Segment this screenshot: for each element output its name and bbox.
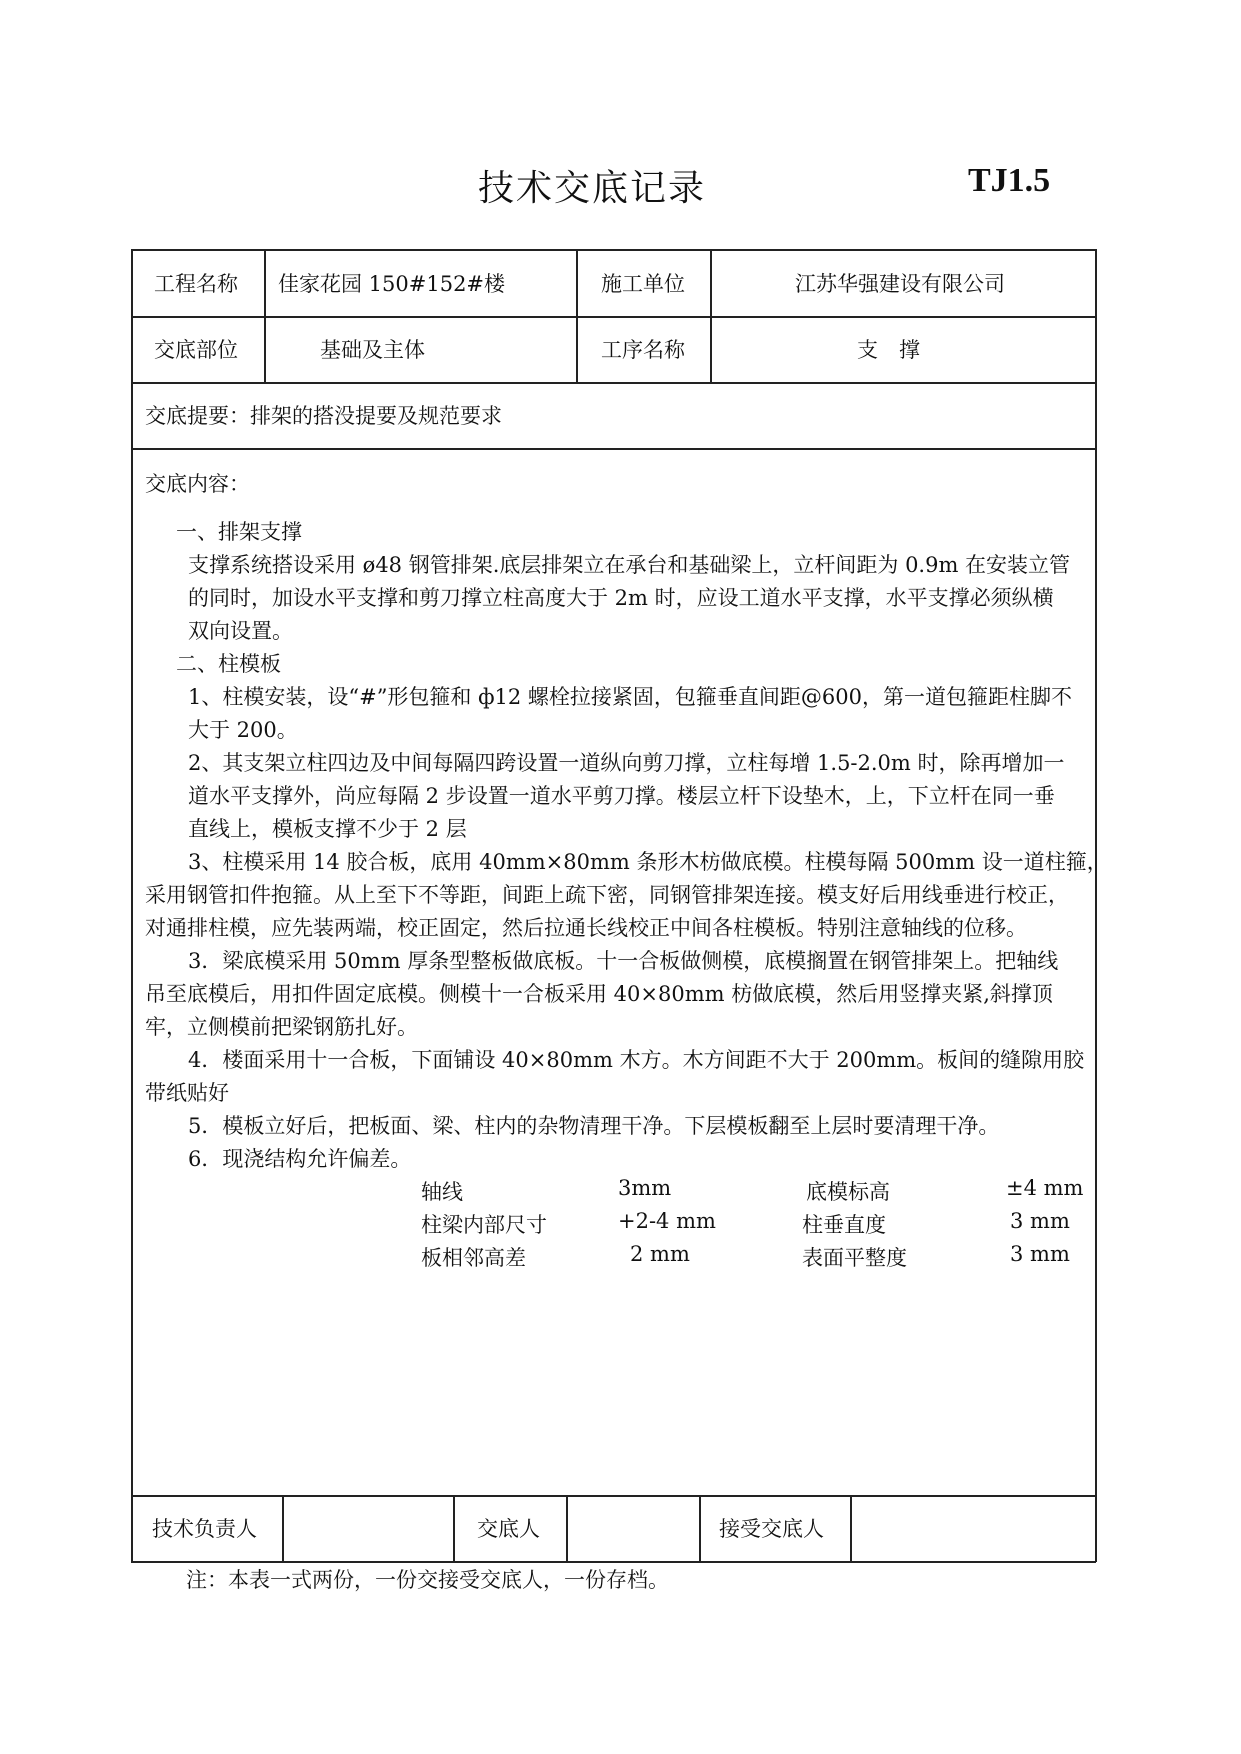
tolerance-value: 3 mm (1010, 1209, 1070, 1233)
content-line: 2、其支架立柱四边及中间每隔四跨设置一道纵向剪刀撑，立柱每增 1.5-2.0m 时，除再增加一 (188, 751, 1065, 775)
content-line: 4．楼面采用十一合板，下面铺设 40×80mm 木方。木方间距不大于 200mm。板间的缝隙用胶 (188, 1048, 1085, 1072)
row-divider (131, 382, 1096, 384)
content-heading: 交底内容： (145, 472, 250, 496)
tolerance-value: ±4 mm (1006, 1176, 1084, 1200)
content-line: 带纸贴好 (145, 1081, 229, 1105)
project-name-label: 工程名称 (154, 272, 238, 296)
column-divider (576, 249, 578, 383)
table-border-bottom (131, 1561, 1096, 1563)
content-line: 对通排柱模，应先装两端，校正固定，然后拉通长线校正中间各柱模板。特别注意轴线的位移。 (145, 916, 1027, 940)
receiver-label: 接受交底人 (719, 1517, 824, 1541)
content-line: 3、柱模采用 14 胶合板，底用 40mm×80mm 条形木枋做底模。柱模每隔 500mm 设一道柱箍， (188, 850, 1108, 874)
column-divider (710, 249, 712, 383)
project-name-value: 佳家花园 150#152#楼 (278, 272, 506, 296)
process-name-label: 工序名称 (601, 338, 685, 362)
contractor-value: 江苏华强建设有限公司 (795, 272, 1005, 296)
tolerance-item: 轴线 (421, 1180, 463, 1204)
contractor-label: 施工单位 (601, 272, 685, 296)
content-line: 直线上，模板支撑不少于 2 层 (188, 817, 467, 841)
content-line: 支撑系统搭设采用 ø48 钢管排架.底层排架立在承台和基础梁上，立杆间距为 0.9m 在安装立管 (188, 553, 1071, 577)
tolerance-item: 底模标高 (806, 1180, 890, 1204)
content-line: 大于 200。 (188, 718, 298, 742)
column-divider (264, 249, 266, 383)
tolerance-item: 柱垂直度 (802, 1213, 886, 1237)
content-line: 6．现浇结构允许偏差。 (188, 1147, 412, 1171)
content-line: 牢，立侧模前把梁钢筋扎好。 (145, 1015, 418, 1039)
content-line: 双向设置。 (188, 619, 293, 643)
content-line: 1、柱模安装，设“#”形包箍和 ф12 螺栓拉接紧固，包箍垂直间距@600，第一道包箍距柱脚不 (188, 685, 1073, 709)
content-line: 一、排架支撑 (176, 520, 302, 544)
content-line: 的同时，加设水平支撑和剪刀撑立柱高度大于 2m 时，应设工道水平支撑，水平支撑必须纵横 (188, 586, 1054, 610)
tolerance-item: 柱梁内部尺寸 (421, 1213, 547, 1237)
row-divider (131, 448, 1096, 450)
content-line: 采用钢管扣件抱箍。从上至下不等距，间距上疏下密，同钢管排架连接。模支好后用线垂进行校正， (145, 883, 1069, 907)
content-line: 3．梁底模采用 50mm 厚条型整板做底板。十一合板做侧模，底模搁置在钢管排架上。把轴线 (188, 949, 1059, 973)
tolerance-value: 3mm (618, 1176, 672, 1200)
table-border-left (131, 249, 133, 1562)
content-line: 5．模板立好后，把板面、梁、柱内的杂物清理干净。下层模板翻至上层时要清理干净。 (188, 1114, 1000, 1138)
discloser-label: 交底人 (477, 1517, 540, 1541)
document-title: 技术交底记录 (478, 168, 707, 209)
tolerance-value: +2-4 mm (618, 1209, 716, 1233)
row-divider (131, 316, 1096, 318)
process-name-value: 支 撑 (857, 338, 920, 362)
table-border-top (131, 249, 1096, 251)
form-code: TJ1.5 (968, 162, 1051, 199)
column-divider (453, 1495, 455, 1562)
content-line: 道水平支撑外，尚应每隔 2 步设置一道水平剪刀撑。楼层立杆下设垫木，上，下立杆在同一垂 (188, 784, 1055, 808)
disclosure-part-value: 基础及主体 (320, 338, 425, 362)
column-divider (850, 1495, 852, 1562)
disclosure-part-label: 交底部位 (154, 338, 238, 362)
tech-lead-label: 技术负责人 (152, 1517, 257, 1541)
disclosure-summary: 交底提要：排架的搭没提要及规范要求 (145, 404, 502, 428)
content-line: 二、柱模板 (176, 652, 281, 676)
tolerance-item: 板相邻高差 (421, 1246, 526, 1270)
tolerance-item: 表面平整度 (802, 1246, 907, 1270)
tolerance-value: 2 mm (630, 1242, 690, 1266)
row-divider (131, 1495, 1096, 1497)
footer-note: 注：本表一式两份，一份交接受交底人，一份存档。 (186, 1568, 669, 1592)
column-divider (699, 1495, 701, 1562)
column-divider (282, 1495, 284, 1562)
table-border-right (1095, 249, 1097, 1562)
tolerance-value: 3 mm (1010, 1242, 1070, 1266)
column-divider (566, 1495, 568, 1562)
content-line: 吊至底模后，用扣件固定底模。侧模十一合板采用 40×80mm 枋做底模，然后用竖撑夹紧,斜撑顶 (145, 982, 1053, 1006)
